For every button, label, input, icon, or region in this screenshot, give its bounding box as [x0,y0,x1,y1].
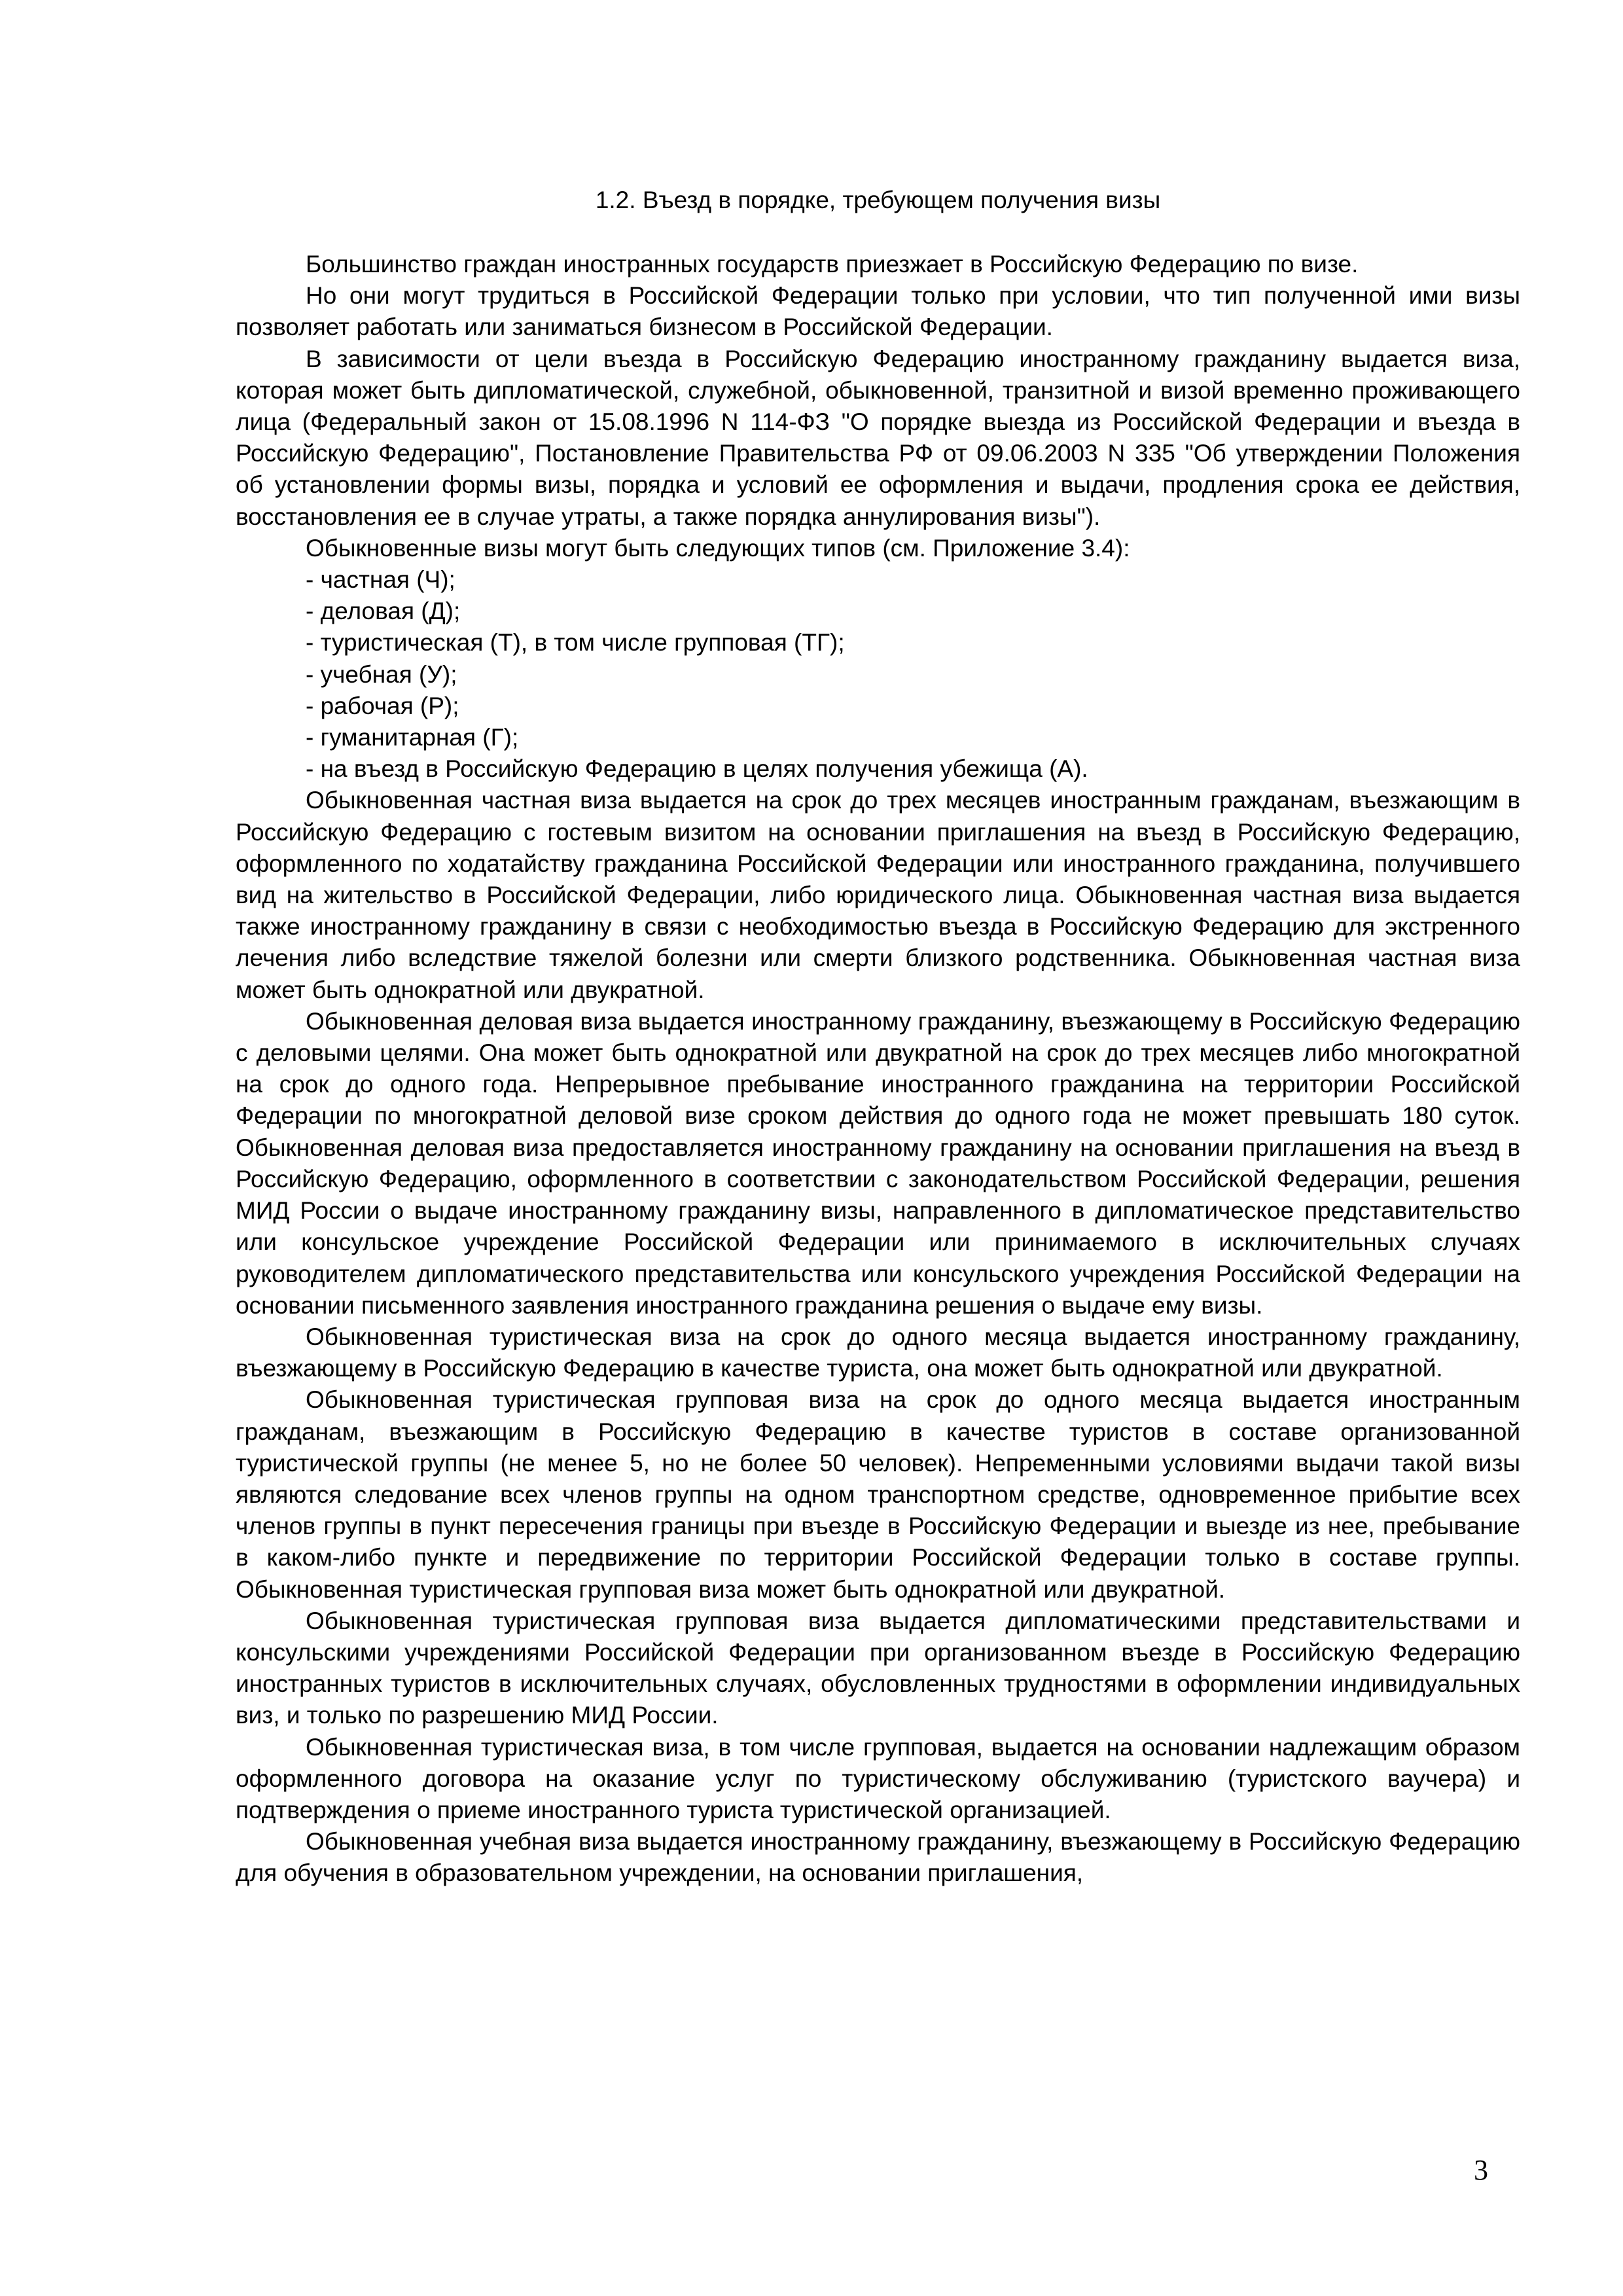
list-item-business: - деловая (Д); [306,598,461,625]
list-item-tourist: - туристическая (Т), в том числе групповая (ТГ); [306,629,845,656]
list-item-humanitarian: - гуманитарная (Г); [306,724,519,751]
paragraph-intro: Большинство граждан иностранных государств приезжает в Российскую Федерацию по визе. [306,251,1359,278]
document-body [236,249,1520,1890]
list-item-work: - рабочая (Р); [306,692,459,719]
paragraph-visa-types-intro: Обыкновенные визы могут быть следующих типов (см. Приложение 3.4): [306,534,1130,562]
paragraph-study-visa: Обыкновенная учебная виза выдается иностранному гражданину, въезжающему в Российскую Федерацию для обучения в образовательном учреждении, на основании приглашения, [236,1828,1520,1887]
paragraph-work-conditions: Но они могут трудиться в Российской Федерации только при условии, что тип полученной ими визы позволяет работать или заниматься бизнесом в Российской Федерации. [236,282,1520,341]
page-number: 3 [1474,2154,1488,2186]
list-item-study: - учебная (У); [306,660,457,688]
paragraph-tourist-visa-basis: Обыкновенная туристическая виза, в том числе групповая, выдается на основании надлежащим образом оформленного договора на оказание услуг по туристическому обслуживанию (туристского ваучера) и подтверждения о приеме иностранного туриста туристической организацией. [236,1733,1520,1823]
paragraph-business-visa: Обыкновенная деловая виза выдается иностранному гражданину, въезжающему в Российскую Федерацию с деловыми целями. Она может быть однократной или двукратной на срок до трех месяцев либо многократной на срок до одного года. Непрерывное пребывание иностранного гражданина на территории Российской Федерации по многократной деловой визе сроком действия до одного года не может превышать 180 суток. Обыкновенная деловая виза предоставляется иностранному гражданину на основании приглашения на въезд в Российскую Федерацию, оформленного в соответствии с законодательством Российской Федерации, решения МИД России о выдаче иностранному гражданину визы, направленного в дипломатическое представительство или консульское учреждение Российской Федерации или принимаемого в исключительных случаях руководителем дипломатического представительства или консульского учреждения Российской Федерации на основании письменного заявления иностранного гражданина решения о выдаче ему визы. [236,1007,1520,1319]
paragraph-private-visa: Обыкновенная частная виза выдается на срок до трех месяцев иностранным гражданам, въезжающим в Российскую Федерацию с гостевым визитом на основании приглашения на въезд в Российскую Федерацию, оформленного по ходатайству гражданина Российской Федерации или иностранного гражданина, получившего вид на жительство в Российской Федерации, либо юридического лица. Обыкновенная частная виза выдается также иностранному гражданину в связи с необходимостью въезда в Российскую Федерацию для экстренного лечения либо вследствие тяжелой болезни или смерти близкого родственника. Обыкновенная частная виза может быть однократной или двукратной. [236,787,1520,1003]
paragraph-group-visa-issuance: Обыкновенная туристическая групповая виза выдается дипломатическими представительствами и консульскими учреждениями Российской Федерации при организованном въезде в Российскую Федерацию иностранных туристов в исключительных случаях, обусловленных трудностями в оформлении индивидуальных виз, и только по разрешению МИД России. [236,1607,1520,1729]
list-item-private: - частная (Ч); [306,566,455,594]
list-item-asylum: - на въезд в Российскую Федерацию в целях получения убежища (А). [306,755,1088,783]
document-page [236,0,1520,2296]
paragraph-tourist-visa: Обыкновенная туристическая виза на срок до одного месяца выдается иностранному гражданину, въезжающему в Российскую Федерацию в качестве туриста, она может быть однократной или двукратной. [236,1323,1520,1382]
paragraph-visa-categories: В зависимости от цели въезда в Российскую Федерацию иностранному гражданину выдается виза, которая может быть дипломатической, служебной, обыкновенной, транзитной и визой временно проживающего лица (Федеральный закон от 15.08.1996 N 114-ФЗ "О порядке выезда из Российской Федерации и въезда в Российскую Федерацию", Постановление Правительства РФ от 09.06.2003 N 335 "Об утверждении Положения об установлении формы визы, порядка и условий ее оформления и выдачи, продления срока ее действия, восстановления ее в случае утраты, а также порядка аннулирования визы"). [236,345,1520,530]
paragraph-group-tourist-visa: Обыкновенная туристическая групповая виза на срок до одного месяца выдается иностранным гражданам, въезжающим в Российскую Федерацию в качестве туристов в составе организованной туристической группы (не менее 5, но не более 50 человек). Непременными условиями выдачи такой визы являются следование всех членов группы на одном транспортном средстве, одновременное прибытие всех членов группы в пункт пересечения границы при въезде в Российскую Федерации и выезде из нее, пребывание в каком-либо пункте и передвижение по территории Российской Федерации только в составе группы. Обыкновенная туристическая групповая виза может быть однократной или двукратной. [236,1386,1520,1603]
section-heading: 1.2. Въезд в порядке, требующем получения визы [595,187,1161,213]
